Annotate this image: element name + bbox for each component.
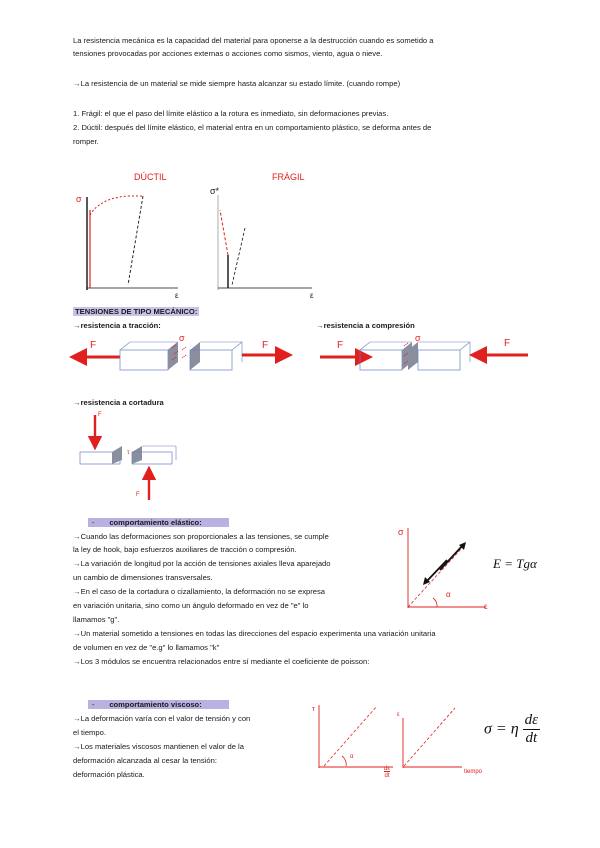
elastico-heading: - comportamiento elástico: <box>88 517 229 528</box>
intro-line-1: La resistencia mecánica es la capacidad del material para oponerse a la destrucción cuando es sometido a <box>73 36 434 45</box>
compresion-force-right: F <box>504 338 511 349</box>
intro-note: →La resistencia de un material se mide siempre hasta alcanzar su estado límite. (cuando rompe) <box>73 79 401 88</box>
traccion-force-right: F <box>262 340 269 351</box>
cortadura-label: →resistencia a cortadura <box>73 398 164 407</box>
viscoso-graph-x1: dε dt <box>384 766 391 779</box>
compresion-label: →resistencia a compresión <box>316 321 415 330</box>
shear-tau-label: τ <box>127 450 130 456</box>
elastico-line-4: un cambio de dimensiones transversales. <box>73 573 213 582</box>
traccion-label: →resistencia a tracción: <box>73 321 161 330</box>
elastico-graph-sigma: σ <box>398 527 404 537</box>
item-ductil: 2. Dúctil: después del límite elástico, el material entra en un comportamiento plástico, se deforma antes de <box>73 123 432 132</box>
viscoso-line-2: el tiempo. <box>73 728 106 737</box>
shear-f-bottom-label: F <box>136 492 140 498</box>
viscoso-line-3: →Los materiales viscosos mantienen el valor de la <box>73 742 244 751</box>
fragil-label: FRÁGIL <box>272 172 305 182</box>
elastico-line-6: en variación unitaria, sino como un ángulo deformado en vez de "e" lo <box>73 601 309 610</box>
elastico-graph-eps: ε <box>484 602 488 611</box>
elastico-line-10: →Los 3 módulos se encuentra relacionados entre sí mediante el coeficiente de poisson: <box>73 657 370 666</box>
intro-line-2: tensiones provocadas por acciones externas o acciones como sismos, viento, agua o nieve. <box>73 49 383 58</box>
compresion-force-left: F <box>337 340 344 351</box>
viscoso-graph-eps: ε <box>397 712 400 718</box>
traccion-sigma: σ <box>179 333 185 343</box>
ductil-label: DÚCTIL <box>134 172 167 182</box>
viscoso-heading: - comportamiento viscoso: <box>88 699 229 710</box>
tensiones-heading: TENSIONES DE TIPO MECÁNICO: <box>75 307 198 316</box>
elastico-line-9: de volumen en vez de "e.g" lo llamamos "k" <box>73 643 220 652</box>
viscoso-formula: σ = η $\frac{d\varepsilon}{dt}$ <box>484 712 539 746</box>
elastico-line-8: →Un material sometido a tensiones en todas las direcciones del espacio experimenta una variación unitaria <box>73 629 436 638</box>
item-ductil-cont: romper. <box>73 137 99 146</box>
ductil-sigma: σ <box>76 194 82 204</box>
elastico-line-1: →Cuando las deformaciones son proporcionales a las tensiones, se cumple <box>73 532 329 541</box>
fragil-epsilon: ε <box>310 291 314 300</box>
elastico-line-2: la ley de hook, bajo esfuerzos auxiliares de tracción o compresión. <box>73 545 297 554</box>
viscoso-graph-alpha: α <box>350 754 354 760</box>
viscoso-line-5: deformación plástica. <box>73 770 145 779</box>
viscoso-graph-x2: tiempo <box>464 769 483 775</box>
elastico-formula: E = Tgα <box>493 556 537 571</box>
traccion-force-left: F <box>90 340 97 351</box>
viscoso-graph-tau: τ <box>312 706 315 713</box>
shear-f-label: F <box>98 412 102 418</box>
ductil-epsilon: ε <box>175 291 179 300</box>
compresion-sigma: σ <box>415 333 421 343</box>
elastico-line-7: llamamos "g". <box>73 615 120 624</box>
item-fragil: 1. Frágil: el que el paso del límite elástico a la rotura es inmediato, sin deformaciones previas. <box>73 109 389 118</box>
fragil-sigma: σ* <box>210 186 220 196</box>
viscoso-line-4: deformación alcanzada al cesar la tensión: <box>73 756 217 765</box>
viscoso-line-1: →La deformación varía con el valor de tensión y con <box>73 714 251 723</box>
elastico-line-3: →La variación de longitud por la acción de tensiones axiales lleva aparejado <box>73 559 331 568</box>
elastico-line-5: →En el caso de la cortadura o cizallamiento, la deformación no se expresa <box>73 587 325 596</box>
elastico-graph-alpha: α <box>446 590 451 599</box>
